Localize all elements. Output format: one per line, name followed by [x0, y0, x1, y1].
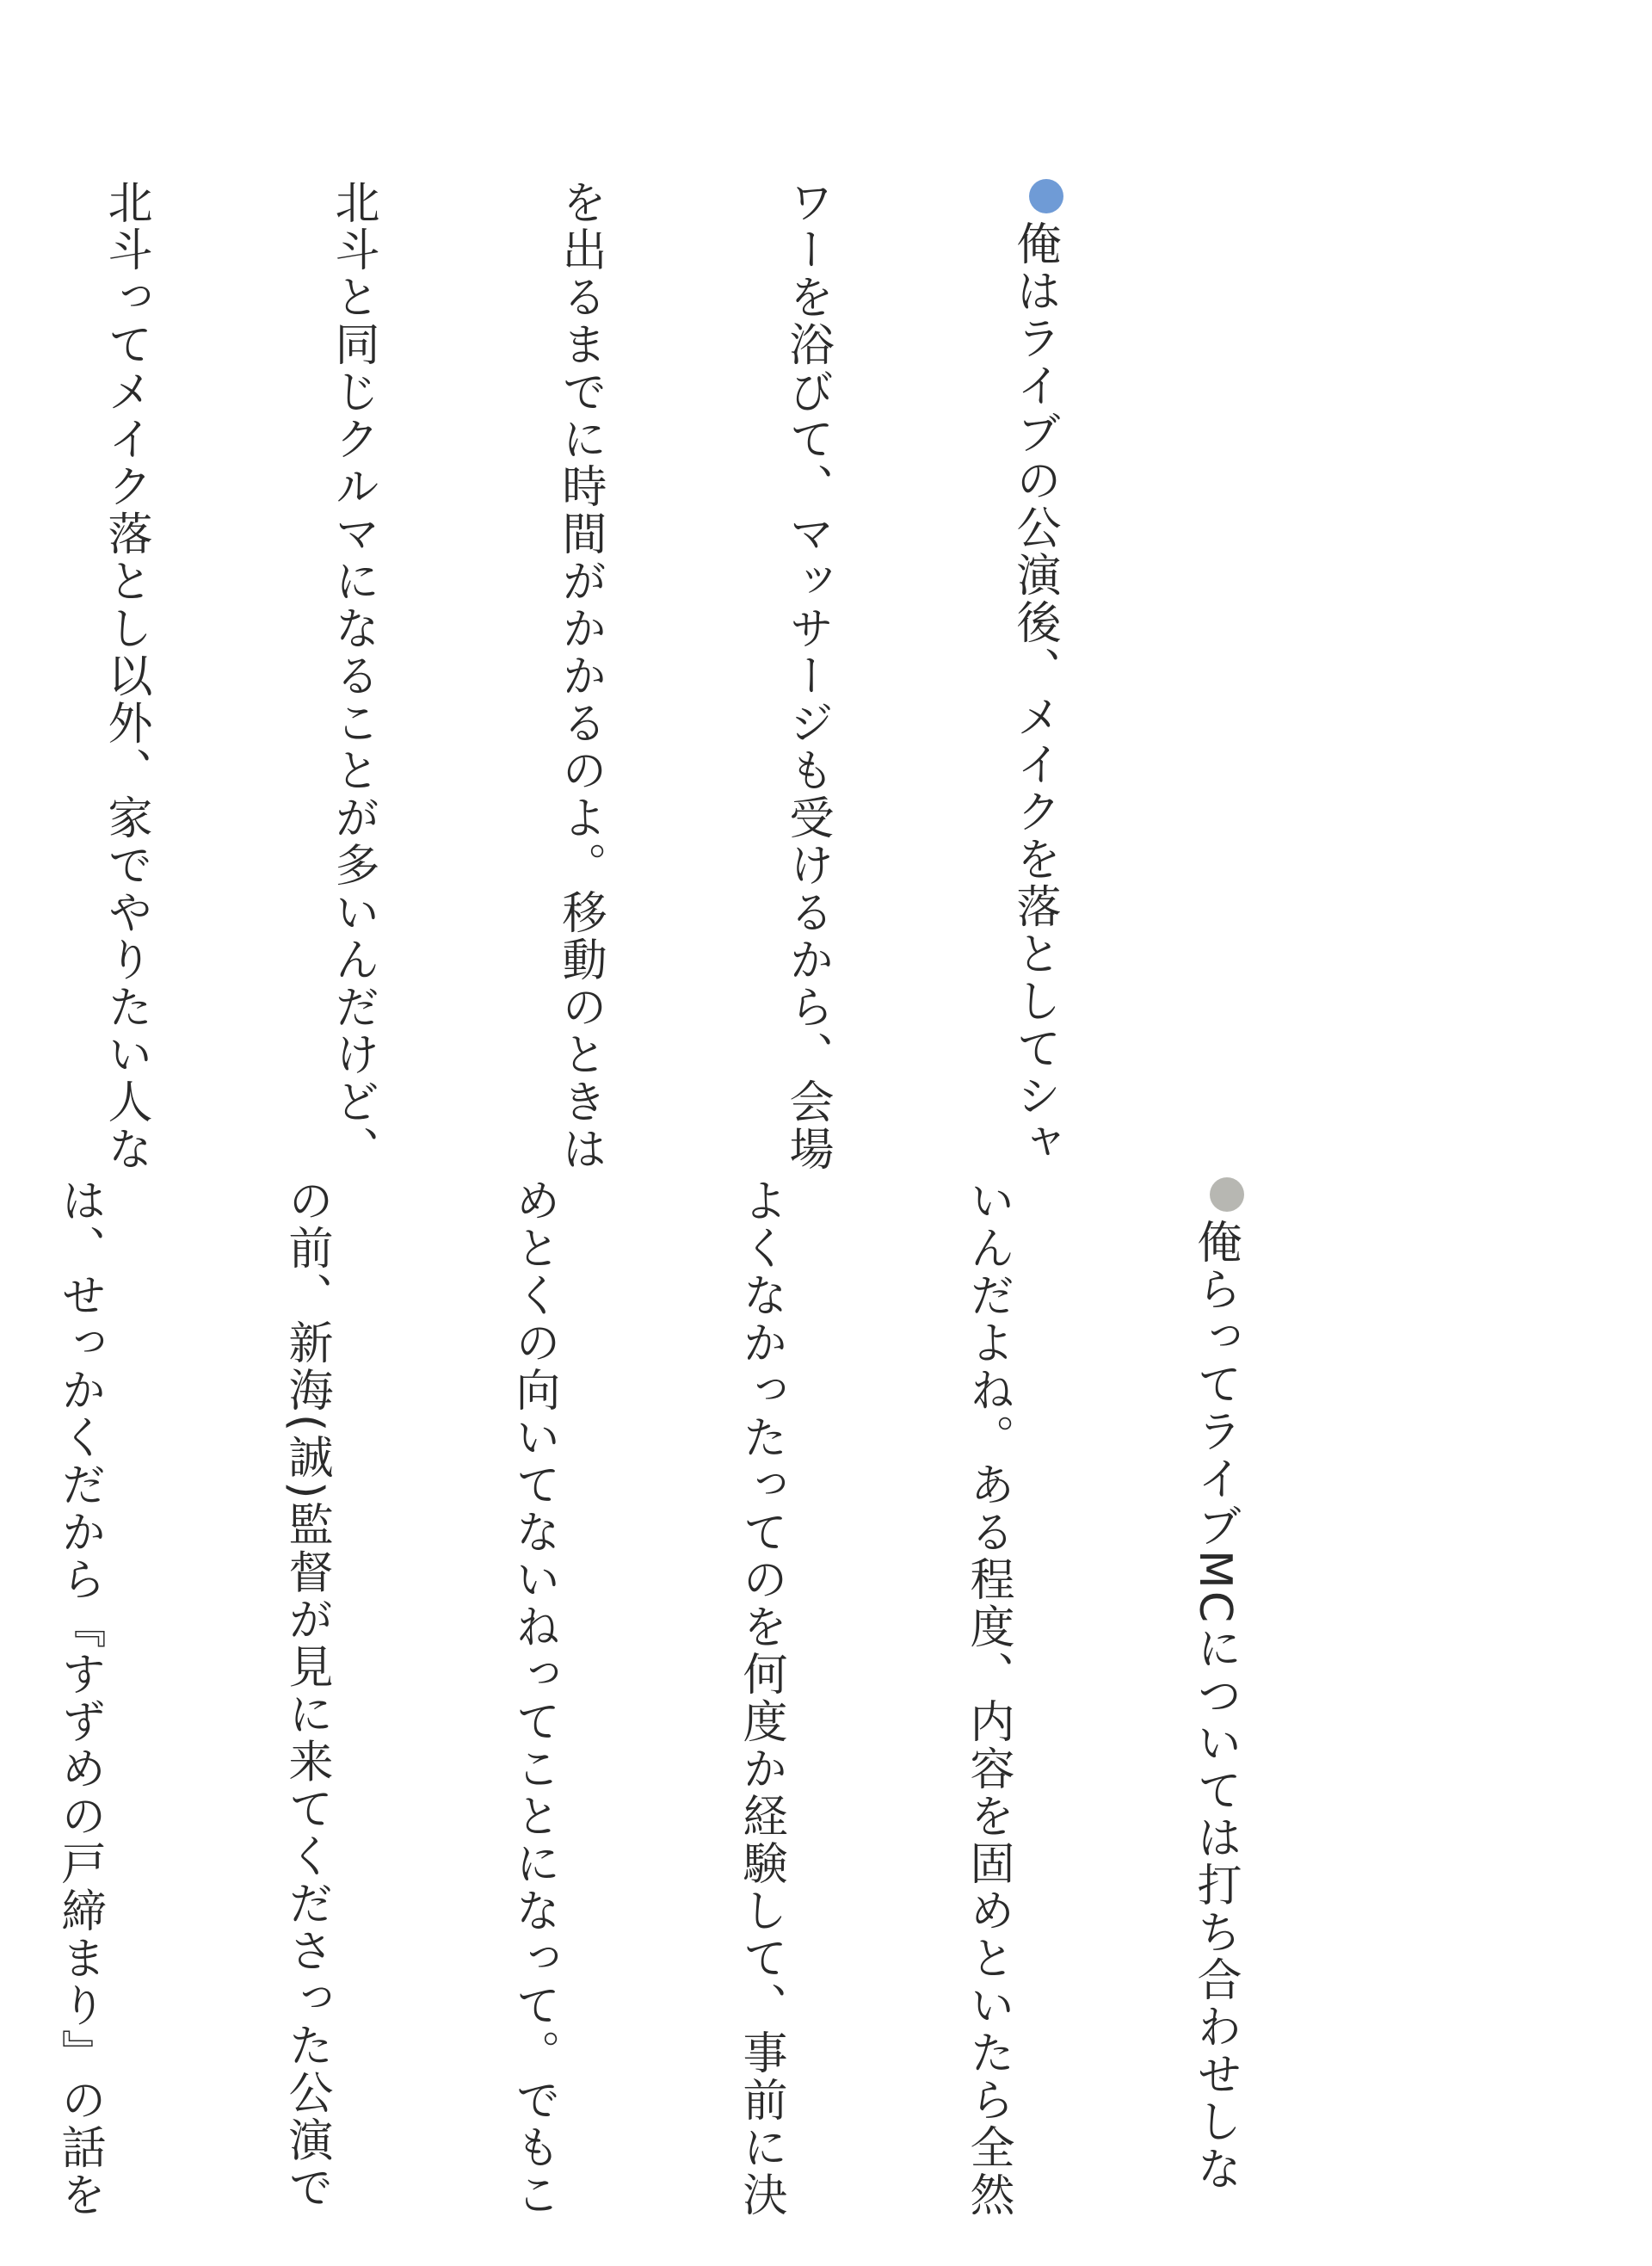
circle-bullet-blue-icon: [1029, 179, 1063, 213]
paragraph-1: [0, 179, 1224, 1173]
paragraph-1-line: ワーを浴びて、マッサージも受けるから、会場: [781, 179, 833, 1173]
paragraph-1-line: 北斗と同じクルマになることが多いんだけど、: [327, 179, 379, 1173]
paragraph-1-line: [996, 179, 1072, 1167]
paragraph-2: [0, 1177, 1404, 2219]
paragraph-2-line: の前、新海(誠)監督が見に来てくださった公演で: [280, 1177, 332, 2212]
paragraph-2-line: [1177, 1177, 1253, 2194]
text-line: 俺らってライブMCについては打ち合わせしな: [1189, 1219, 1241, 2194]
paragraph-1-line: 北斗ってメイク落とし以外、家でやりたい人な: [100, 179, 151, 1173]
text-line: 俺はライブの公演後、メイクを落としてシャ: [1008, 220, 1060, 1167]
paragraph-1-line: を出るまでに時間がかかるのよ。移動のときは: [554, 179, 606, 1173]
paragraph-2-line: いんだよね。ある程度、内容を固めといたら全然: [962, 1177, 1014, 2219]
paragraph-2-line: めとくの向いてないねってことになって。でもこ: [508, 1177, 559, 2219]
paragraph-2-line: よくなかったってのを何度か経験して、事前に決: [735, 1177, 786, 2219]
paragraph-2-line: は、せっかくだから『すずめの戸締まり』の話を: [53, 1177, 105, 2219]
circle-bullet-gray-icon: [1210, 1177, 1244, 1212]
